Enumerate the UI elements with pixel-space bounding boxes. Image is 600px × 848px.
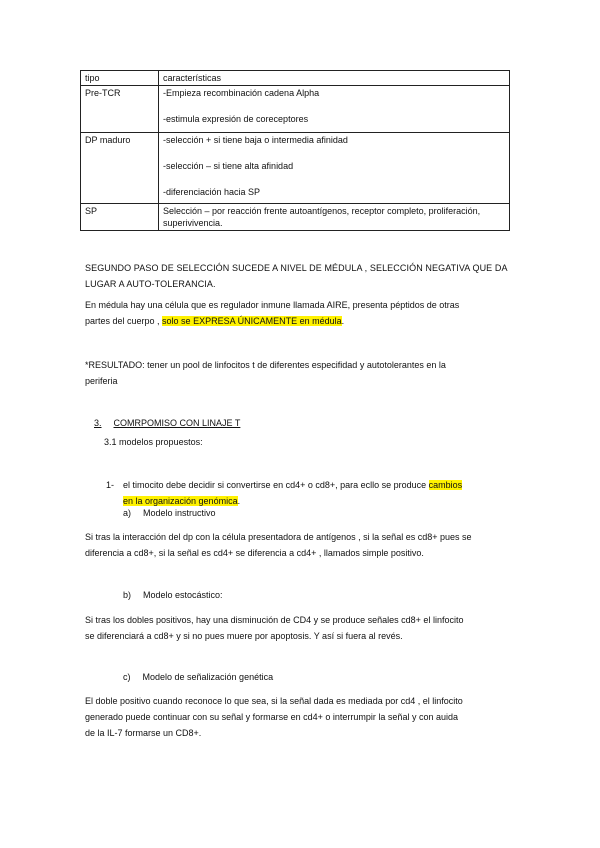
model-marker: c) (123, 672, 131, 682)
text-line: se diferenciará a cd8+ y si no pues muere por apoptosis. Y así si fuera al revés. (85, 631, 403, 641)
table-cell-caracteristicas: Selección – por reacción frente autoantígenos, receptor completo, proliferación, superivivencia. (159, 204, 510, 231)
model-paragraph (85, 693, 515, 741)
text-line: periferia (85, 376, 118, 386)
selection-paragraph (85, 260, 515, 292)
section-number: 3. (94, 418, 102, 428)
table-cell-tipo: SP (81, 204, 159, 231)
table-cell-tipo: Pre-TCR (81, 86, 159, 133)
model-marker: b) (123, 590, 132, 600)
text-line: El doble positivo cuando reconoce lo que sea, si la señal dada es mediada por cd4 , el linfocito (85, 696, 463, 706)
text-line: Si tras los dobles positivos, hay una disminución de CD4 y se produce señales cd8+ el linfocito (85, 615, 464, 625)
text-line: Si tras la interacción del dp con la célula presentadora de antígenos , si la señal es cd8+ pues se (85, 532, 472, 542)
table-header-cell: características (159, 71, 510, 86)
text-line (123, 493, 523, 509)
table-header-cell: tipo (81, 71, 159, 86)
cell-line: -estimula expresión de coreceptores (163, 114, 309, 124)
highlighted-text: cambios (428, 480, 463, 490)
table-cell-caracteristicas (159, 86, 510, 133)
model-heading (123, 590, 223, 600)
model-marker: a) (123, 508, 132, 518)
characteristics-table (80, 70, 510, 231)
table-row (81, 204, 510, 231)
text-line: generado puede continuar con su señal y formarse en cd4+ o interrumpir la señal y con auida (85, 712, 458, 722)
model-paragraph (85, 529, 515, 561)
highlighted-text: solo se EXPRESA ÚNICAMENTE en médula (162, 316, 342, 326)
text-line: *RESULTADO: tener un pool de linfocitos t de diferentes especifidad y autotolerantes en la (85, 360, 446, 370)
model-title: Modelo estocástico: (143, 590, 223, 600)
model-heading (123, 672, 273, 682)
cell-line: -diferenciación hacia SP (163, 187, 261, 197)
result-paragraph (85, 357, 515, 389)
text-span: . (341, 316, 345, 326)
list-marker: 1- (106, 480, 115, 490)
text-line: En médula hay una célula que es regulador inmune llamada AIRE, presenta péptidos de otras (85, 300, 460, 310)
cell-line: -selección – si tiene alta afinidad (163, 161, 294, 171)
subsection-number: 3.1 (104, 437, 117, 447)
section-heading (94, 418, 240, 428)
text-line: SEGUNDO PASO DE SELECCIÓN SUCEDE A NIVEL DE MÉDULA , SELECCIÓN NEGATIVA QUE DA (85, 263, 508, 273)
text-line (85, 313, 515, 329)
section-title: COMRPOMISO CON LINAJE T (113, 418, 241, 428)
table-row (81, 133, 510, 204)
model-paragraph (85, 612, 515, 644)
highlighted-text: en la organización genómica (123, 496, 238, 506)
model-heading (123, 508, 216, 518)
cell-line: -Empieza recombinación cadena Alpha (163, 88, 320, 98)
model-title: Modelo instructivo (143, 508, 216, 518)
subsection-heading (104, 437, 203, 447)
table-cell-caracteristicas (159, 133, 510, 204)
table-header-row (81, 71, 510, 86)
model-title: Modelo de señalización genética (142, 672, 274, 682)
text-span: el timocito debe decidir si convertirse en cd4+ o cd8+, para ecllo se produce (123, 480, 429, 490)
text-span: . (237, 496, 241, 506)
text-span: partes del cuerpo , (85, 316, 163, 326)
text-line: LUGAR A AUTO-TOLERANCIA. (85, 279, 216, 289)
text-line: de la IL-7 formarse un CD8+. (85, 728, 202, 738)
cell-line: -selección + si tiene baja o intermedia afinidad (163, 135, 348, 145)
list-item (106, 477, 114, 493)
table-cell-tipo: DP maduro (81, 133, 159, 204)
text-line: diferencia a cd8+, si la señal es cd4+ se diferencia a cd4+ , llamados simple positivo. (85, 548, 424, 558)
aire-paragraph (85, 297, 515, 329)
text-line (123, 477, 523, 493)
table-row (81, 86, 510, 133)
list-item-text (123, 477, 523, 509)
subsection-title: modelos propuestos: (119, 437, 203, 447)
